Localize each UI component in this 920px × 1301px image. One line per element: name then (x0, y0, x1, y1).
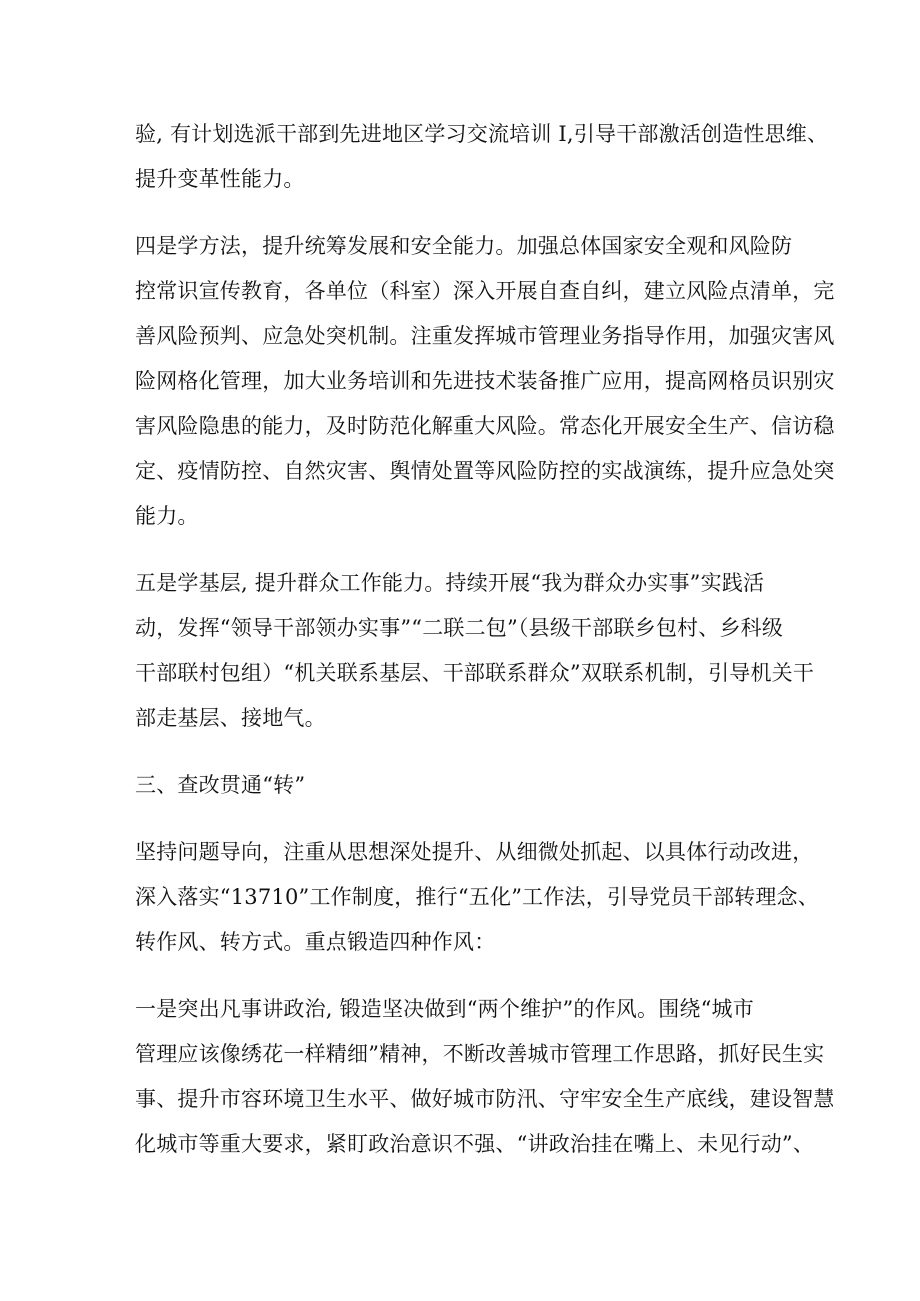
text-line: 动，发挥“领导干部领办实事”“二联二包”（县级干部联乡包村、乡科级 (135, 616, 784, 640)
text-line: 验, 有计划选派干部到先进地区学习交流培训 I,引导干部激活创造性思维、 (135, 122, 829, 146)
text-line: 转作风、转方式。重点锻造四种作风： (135, 930, 496, 954)
text-line: 险网格化管理，加大业务培训和先进技术装备推广应用，提高网格员识别灾 (135, 369, 835, 393)
text-line: 定、疫情防控、自然灾害、舆情处置等风险防控的实战演练，提升应急处突 (135, 459, 835, 483)
paragraph-grassroots-work (135, 561, 815, 741)
paragraph-training-continuation (135, 112, 829, 202)
text-line: 深入落实“13710”工作制度，推行“五化”工作法，引导党员干部转理念、 (135, 885, 819, 909)
text-line: 提升变革性能力。 (135, 167, 305, 191)
text-line: 管理应该像绣花一样精细”精神，不断改善城市管理工作思路，抓好民生实 (135, 1042, 825, 1066)
text-line: 部走基层、接地气。 (135, 706, 326, 730)
heading-line: 三、查改贯通“转” (135, 773, 306, 797)
paragraph-politics-style (135, 987, 835, 1167)
text-line: 事、提升市容环境卫生水平、做好城市防汛、守牢安全生产底线，建设智慧 (135, 1087, 835, 1111)
text-line: 坚持问题导向，注重从思想深处提升、从细微处抓起、以具体行动改进， (135, 840, 814, 864)
text-line: 害风险隐患的能力，及时防范化解重大风险。常态化开展安全生产、信访稳 (135, 414, 835, 438)
document-body (135, 112, 835, 1167)
paragraph-problem-orientation (135, 830, 819, 965)
text-line: 四是学方法，提升统筹发展和安全能力。加强总体国家安全观和风险防 (135, 234, 793, 258)
text-line: 能力。 (135, 504, 199, 528)
paragraph-safety-capability (135, 224, 835, 539)
text-line: 干部联村包组）“机关联系基层、干部联系群众”双联系机制，引导机关干 (135, 661, 815, 685)
text-line: 一是突出凡事讲政治, 锻造坚决做到“两个维护”的作风。围绕“城市 (135, 997, 754, 1021)
text-line: 控常识宣传教育，各单位（科室）深入开展自查自纠，建立风险点清单，完 (135, 279, 835, 303)
text-line: 善风险预判、应急处突机制。注重发挥城市管理业务指导作用，加强灾害风 (135, 324, 835, 348)
section-heading (135, 763, 795, 808)
text-line: 化城市等重大要求，紧盯政治意识不强、“讲政治挂在嘴上、未见行动”、 (135, 1132, 815, 1156)
text-line: 五是学基层, 提升群众工作能力。持续开展“我为群众办实事”实践活 (135, 571, 765, 595)
